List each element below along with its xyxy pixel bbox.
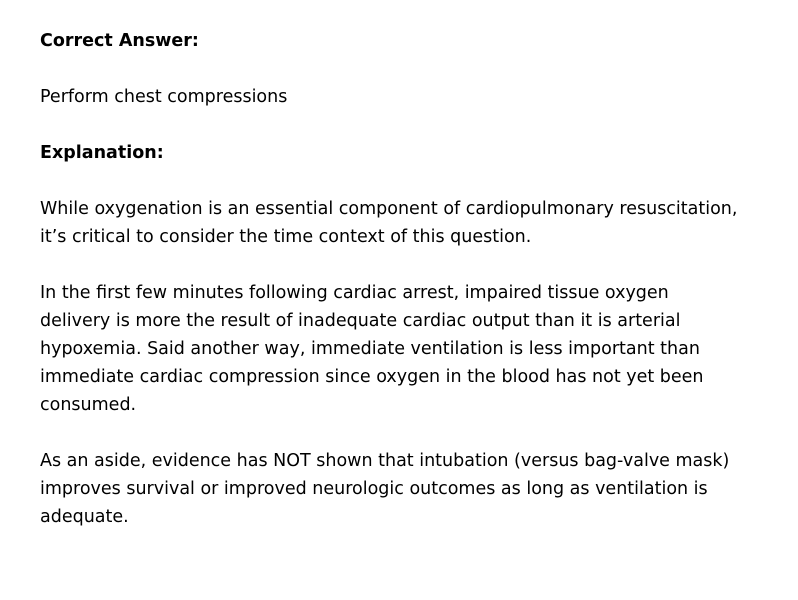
explanation-panel (40, 27, 740, 559)
explanation-heading: Explanation: (40, 143, 164, 163)
explanation-paragraph-3: As an aside, evidence has NOT shown that intubation (versus bag-valve mask) improves survival or improved neurologic outcomes as long as ventilation is adequate. (40, 451, 730, 527)
correct-answer-heading: Correct Answer: (40, 31, 199, 51)
correct-answer-text: Perform chest compressions (40, 87, 288, 107)
explanation-paragraph-2: In the first few minutes following cardiac arrest, impaired tissue oxygen delivery is more the result of inadequate cardiac output than it is arterial hypoxemia. Said another way, immediate ventilation is less important than immediate cardiac compression since oxygen in the blood has not yet been consumed. (40, 283, 704, 415)
explanation-paragraph-1: While oxygenation is an essential component of cardiopulmonary resuscitation, it’s critical to consider the time context of this question. (40, 199, 738, 247)
